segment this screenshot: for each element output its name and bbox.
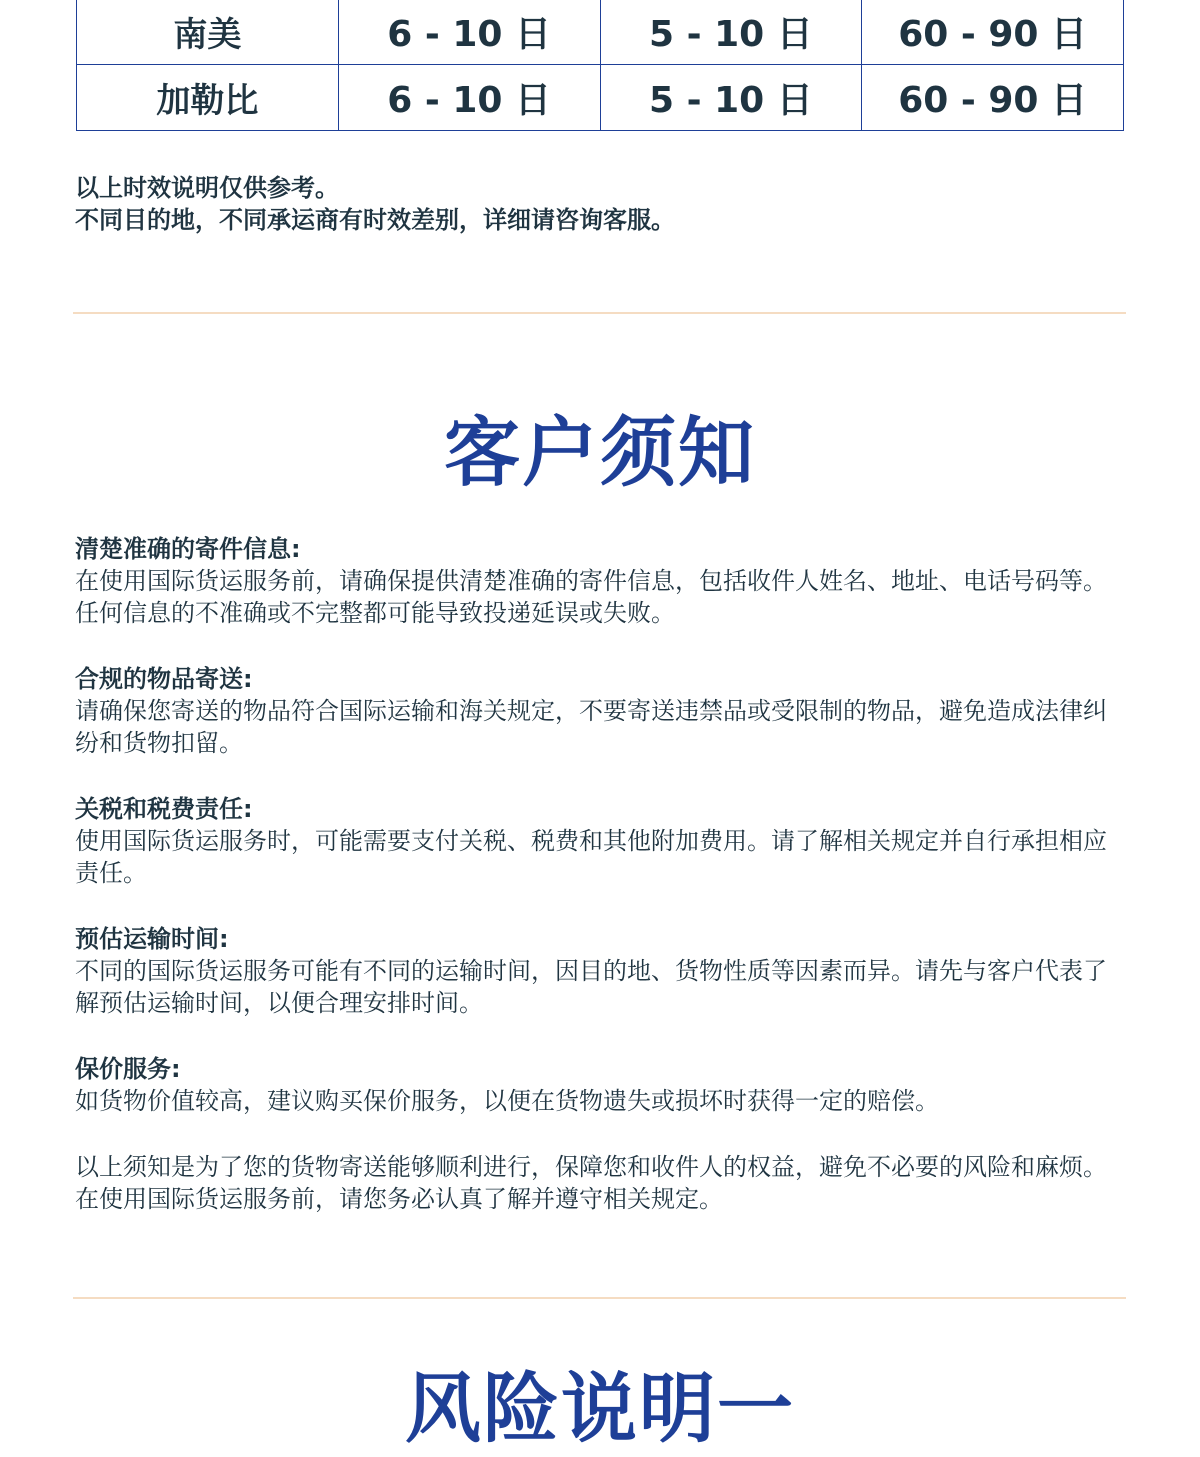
table-cell: 6 - 10 日 [338,65,600,131]
notice-closing [75,1151,1125,1215]
table-note-line-2: 不同目的地，不同承运商有时效差别，详细请咨询客服。 [75,206,675,234]
notice-item-title: 合规的物品寄送: [75,665,253,693]
notice-item [75,663,1125,759]
notice-item-title: 关税和税费责任: [75,795,253,823]
notice-item-body: 如货物价值较高，建议购买保价服务，以便在货物遗失或损坏时获得一定的赔偿。 [75,1087,939,1115]
notice-item-title: 清楚准确的寄件信息: [75,535,301,563]
table-cell: 5 - 10 日 [600,65,862,131]
notice-item [75,533,1125,629]
section-divider [73,312,1126,314]
table-cell: 60 - 90 日 [862,65,1124,131]
table-cell: 6 - 10 日 [338,0,600,65]
table-row [77,0,1124,65]
notice-item-body: 使用国际货运服务时，可能需要支付关税、税费和其他附加费用。请了解相关规定并自行承担相应责任。 [75,827,1107,887]
region-cell: 南美 [77,0,339,65]
region-cell: 加勒比 [77,65,339,131]
transit-time-table [76,0,1124,131]
notice-item-title: 预估运输时间: [75,925,229,953]
notice-item [75,1053,1125,1117]
notice-item-body: 在使用国际货运服务前，请确保提供清楚准确的寄件信息，包括收件人姓名、地址、电话号码等。任何信息的不准确或不完整都可能导致投递延误或失败。 [75,567,1107,627]
table-note-line-1: 以上时效说明仅供参考。 [75,174,339,202]
customer-notice-title: 客户须知 [444,408,756,497]
section-divider [73,1297,1126,1299]
table-cell: 60 - 90 日 [862,0,1124,65]
notice-closing-text: 以上须知是为了您的货物寄送能够顺利进行，保障您和收件人的权益，避免不必要的风险和麻烦。在使用国际货运服务前，请您务必认真了解并遵守相关规定。 [75,1153,1107,1213]
table-note [75,172,675,236]
notice-item [75,793,1125,889]
notice-item [75,923,1125,1019]
table-cell: 5 - 10 日 [600,0,862,65]
notice-item-body: 请确保您寄送的物品符合国际运输和海关规定，不要寄送违禁品或受限制的物品，避免造成法律纠纷和货物扣留。 [75,697,1107,757]
risk-section-title: 风险说明一 [405,1364,795,1453]
notice-item-title: 保价服务: [75,1055,181,1083]
table-row [77,65,1124,131]
customer-notice-list [75,533,1125,1249]
notice-item-body: 不同的国际货运服务可能有不同的运输时间，因目的地、货物性质等因素而异。请先与客户代表了解预估运输时间，以便合理安排时间。 [75,957,1107,1017]
